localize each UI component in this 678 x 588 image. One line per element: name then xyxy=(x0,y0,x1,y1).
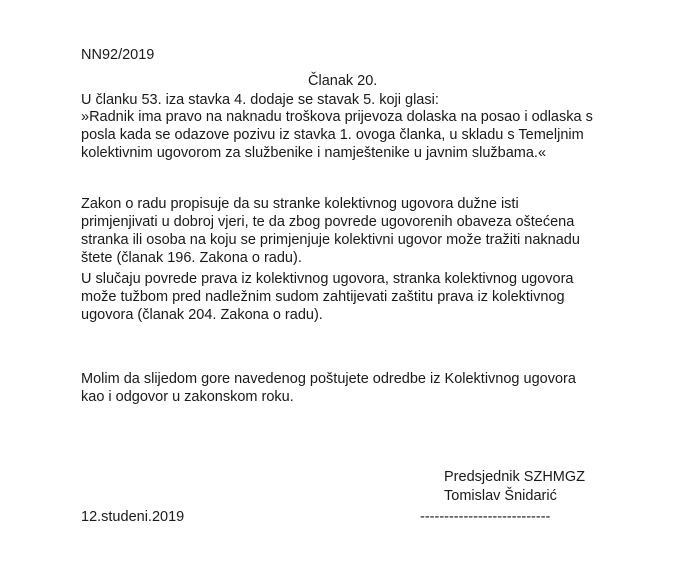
quote-line: posla kada se odazove pozivu iz stavka 1. ovoga članka, u skladu s Temeljnim xyxy=(81,127,584,143)
closing-request xyxy=(81,370,576,406)
paragraph-court-protection xyxy=(81,270,573,324)
quote-line: kolektivnim ugovorom za službenike i namještenike u javnim službama.« xyxy=(81,145,547,161)
request-line: kao i odgovor u zakonskom roku. xyxy=(81,389,294,405)
paragraph-line: štete (članak 196. Zakona o radu). xyxy=(81,250,302,266)
intro-line: U članku 53. iza stavka 4. dodaje se stavak 5. koji glasi: xyxy=(81,92,439,108)
paragraph-line: primjenjivati u dobroj vjeri, te da zbog povrede ugovorenih obaveza oštećena xyxy=(81,214,575,230)
signature-title: Predsjednik SZHMGZ xyxy=(444,469,586,485)
article-title: Članak 20. xyxy=(308,73,378,89)
document-date: 12.studeni.2019 xyxy=(81,509,185,525)
signature-name: Tomislav Šnidarić xyxy=(444,488,557,504)
paragraph-labour-law-good-faith xyxy=(81,195,580,267)
paragraph-line: ugovora (članak 204. Zakona o radu). xyxy=(81,307,323,323)
document-reference: NN92/2019 xyxy=(81,47,155,63)
quoted-article-text xyxy=(81,108,593,162)
signature-line: --------------------------- xyxy=(420,509,551,525)
paragraph-line: U slučaju povrede prava iz kolektivnog ugovora, stranka kolektivnog ugovora xyxy=(81,271,574,287)
quote-line: »Radnik ima pravo na naknadu troškova prijevoza dolaska na posao i odlaska s xyxy=(81,109,593,125)
paragraph-line: može tužbom pred nadležnim sudom zahtijevati zaštitu prava iz kolektivnog xyxy=(81,289,565,305)
paragraph-line: Zakon o radu propisuje da su stranke kolektivnog ugovora dužne isti xyxy=(81,196,519,212)
paragraph-line: stranka ili osoba na koju se primjenjuje kolektivni ugovor može tražiti naknadu xyxy=(81,232,580,248)
request-line: Molim da slijedom gore navedenog poštujete odredbe iz Kolektivnog ugovora xyxy=(81,371,576,387)
